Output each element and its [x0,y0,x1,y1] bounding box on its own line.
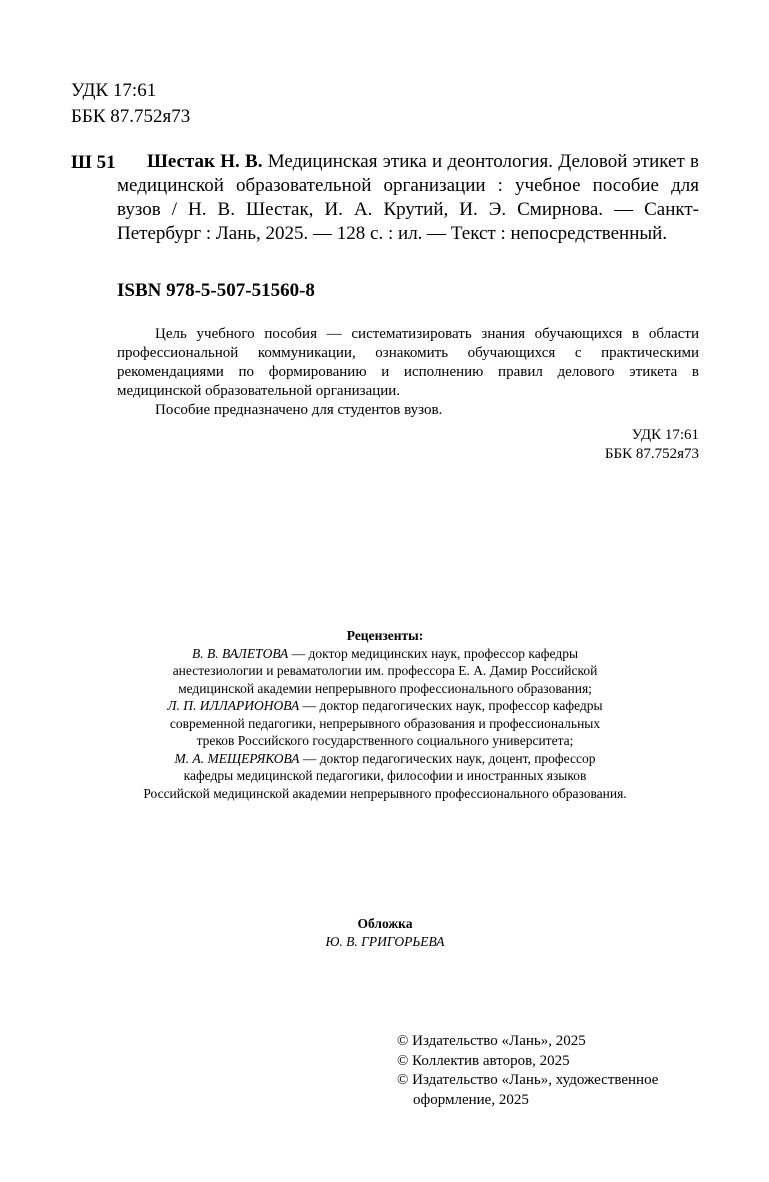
reviewer-entry [60,697,710,715]
description-text: Медицинская этика и деонтология. Деловой этикет в медицинской образовательной организации : учебное пособие для вузов / Н. В. Шестак, И. А. Крутий, И. Э. Смирнова. — Санкт-Петербург : Лань, 2025. — 128 с. : ил. — Текст : непосредственный. [117,151,700,244]
author-sign: Ш 51 [71,152,116,173]
annotation-classification [605,426,699,464]
reviewer-affiliation: современной педагогики, непрерывного образования и профессиональных [169,715,601,731]
udk-code: УДК 17:61 [71,80,157,101]
copyright-line: оформление, 2025 [413,1091,529,1108]
copyright-line: © Коллектив авторов, 2025 [397,1052,570,1069]
reviewer-title: — доктор медицинских наук, профессор кафедры [288,645,579,661]
reviewer-name: Л. П. ИЛЛАРИОНОВА [167,698,300,713]
reviewer-entry [60,750,710,768]
reviewers-block [60,627,710,802]
bibliographic-description [117,150,699,246]
copyright-line: © Издательство «Лань», 2025 [397,1033,586,1049]
reviewers-heading: Рецензенты: [346,628,424,643]
bbk-code: ББК 87.752я73 [71,106,191,127]
reviewer-title: — доктор педагогических наук, доцент, профессор [299,750,596,766]
reviewer-affiliation: треков Российского государственного социального университета; [196,733,574,748]
reviewer-title: — доктор педагогических наук, профессор кафедры [299,698,603,713]
reviewer-affiliation: Российской медицинской академии непрерывного профессионального образования. [143,785,627,801]
reviewer-entry [60,645,710,663]
isbn: ISBN 978-5-507-51560-8 [117,280,315,301]
cover-credit [60,915,710,950]
copyright-line: © Издательство «Лань», художественное [397,1072,659,1088]
cover-designer: Ю. В. ГРИГОРЬЕВА [325,933,445,949]
annotation-bbk: ББК 87.752я73 [604,446,699,462]
reviewer-affiliation: медицинской академии непрерывного профессионального образования; [178,680,592,696]
reviewer-name: В. В. ВАЛЕТОВА [191,645,289,661]
reviewer-name: М. А. МЕЩЕРЯКОВА [174,750,300,766]
annotation-paragraph: Цель учебного пособия — систематизировать знания обучающихся в области профессиональной коммуникации, ознакомить обучающихся с практическими рекомендациями по формированию и исполнению правил делового этикета в медицинской образовательной организации. [117,326,699,399]
author-name: Шестак Н. В. [147,151,263,172]
classification-block [71,78,190,130]
annotation-paragraph: Пособие предназначено для студентов вузов. [155,402,443,418]
reviewer-affiliation: анестезиологии и реваматологии им. профессора Е. А. Дамир Российской [172,663,598,678]
cover-heading: Обложка [357,916,413,931]
copyright-block [397,1032,658,1110]
annotation-udk: УДК 17:61 [631,427,699,443]
reviewer-affiliation: кафедры медицинской педагогики, философии и иностранных языков [183,768,587,783]
annotation [117,325,699,420]
